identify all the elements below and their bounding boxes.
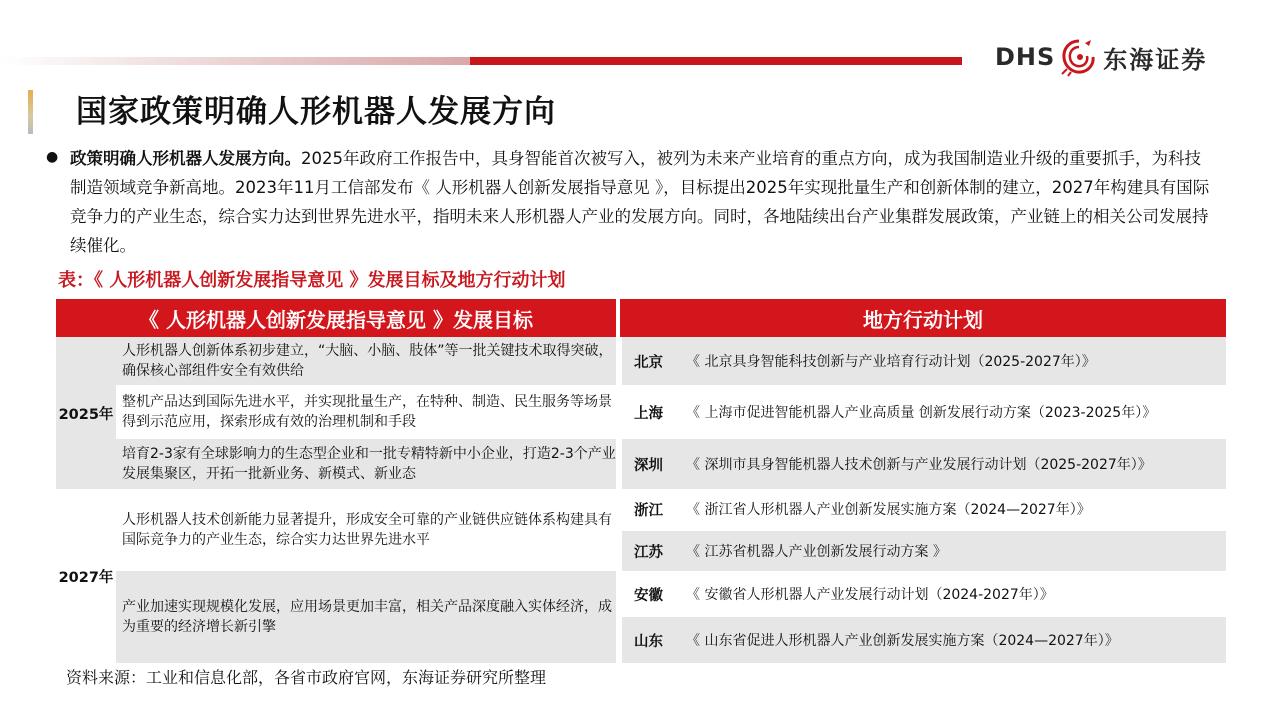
goal-cell — [116, 439, 616, 489]
city-label: 北京 — [634, 354, 663, 371]
dragon-icon — [1059, 37, 1099, 77]
table-caption: 表：《 人形机器人创新发展指导意见 》发展目标及地方行动计划 — [58, 270, 566, 291]
goal-cell — [116, 489, 616, 571]
city-label: 安徽 — [634, 587, 663, 604]
header-gradient-bar — [0, 57, 470, 65]
bullet-paragraph — [70, 144, 1216, 260]
city-label: 深圳 — [634, 457, 663, 474]
company-logo — [995, 36, 1207, 78]
city-label: 江苏 — [634, 544, 663, 561]
goal-text: 人形机器人技术创新能力显著提升，形成安全可靠的产业链供应链体系构建具有国际竞争力的产业生态，综合实力达世界先进水平 — [122, 512, 612, 548]
logo-en-text: DHS — [995, 43, 1056, 71]
goal-text: 整机产品达到国际先进水平，并实现批量生产，在特种、制造、民生服务等场景得到示范应用，探索形成有效的治理机制和手段 — [122, 394, 612, 430]
title-accent-bar — [28, 90, 33, 134]
goal-text: 人形机器人创新体系初步建立，“大脑、小脑、肢体”等一批关键技术取得突破，确保核心部组件安全有效供给 — [122, 343, 613, 379]
logo-cn-text: 东海证券 — [1103, 45, 1208, 74]
source-note: 资料来源：工业和信息化部，各省市政府官网，东海证券研究所整理 — [66, 668, 547, 687]
table-header-goals: 《 人形机器人创新发展指导意见 》发展目标 — [56, 299, 616, 337]
goal-cell — [116, 337, 616, 385]
plan-title: 《 浙江省人形机器人产业创新发展实施方案（2024—2027年）》 — [686, 502, 1091, 518]
year-label-2027: 2027年 — [58, 569, 114, 586]
plan-title: 《 山东省促进人形机器人产业创新发展实施方案（2024—2027年）》 — [686, 633, 1119, 649]
plan-title: 《 安徽省人形机器人产业发展行动计划（2024-2027年）》 — [686, 587, 1054, 603]
plan-title: 《 上海市促进智能机器人产业高质量 创新发展行动方案（2023-2025年）》 — [686, 405, 1157, 421]
policy-table — [56, 299, 1226, 663]
bullet-lead: 政策明确人形机器人发展方向。 — [70, 149, 301, 168]
page-title: 国家政策明确人形机器人发展方向 — [76, 94, 556, 130]
bullet-body: 2025年政府工作报告中，具身智能首次被写入，被列为未来产业培育的重点方向，成为我国制造业升级的重要抓手，为科技制造领域竞争新高地。2023年11月工信部发布《 人形机器人创新发展指导意见 》，目标提出2025年实现批量生产和创新体制的建立，2027年构建具有国际竞争力的产业生态，综合实力达到世界先进水平，指明未来人形机器人产业的发展方向。同时，各地陆续出台产业集群发展政策，产业链上的相关公司发展持续催化。 — [70, 149, 1210, 255]
table-header-plans: 地方行动计划 — [620, 299, 1226, 337]
goal-text: 产业加速实现规模化发展，应用场景更加丰富，相关产品深度融入实体经济，成为重要的经济增长新引擎 — [122, 599, 612, 635]
year-label-2025: 2025年 — [58, 406, 114, 423]
plan-title: 《 江苏省机器人产业创新发展行动方案 》 — [686, 544, 947, 560]
plan-title: 《 北京具身智能科技创新与产业培育行动计划（2025-2027年）》 — [686, 354, 1096, 370]
goal-text: 培育2-3家有全球影响力的生态型企业和一批专精特新中小企业，打造2-3个产业发展集聚区，开拓一批新业务、新模式、新业态 — [122, 446, 616, 482]
plan-title: 《 深圳市具身智能机器人技术创新与产业发展行动计划（2025-2027年）》 — [686, 457, 1152, 473]
header-red-bar — [470, 57, 962, 65]
city-label: 上海 — [634, 405, 663, 422]
goal-cell — [116, 571, 616, 663]
policy-bullet — [46, 144, 1216, 260]
city-label: 山东 — [634, 633, 663, 650]
bullet-dot-icon: ● — [46, 149, 59, 165]
city-label: 浙江 — [634, 502, 663, 519]
goal-cell — [116, 387, 616, 437]
